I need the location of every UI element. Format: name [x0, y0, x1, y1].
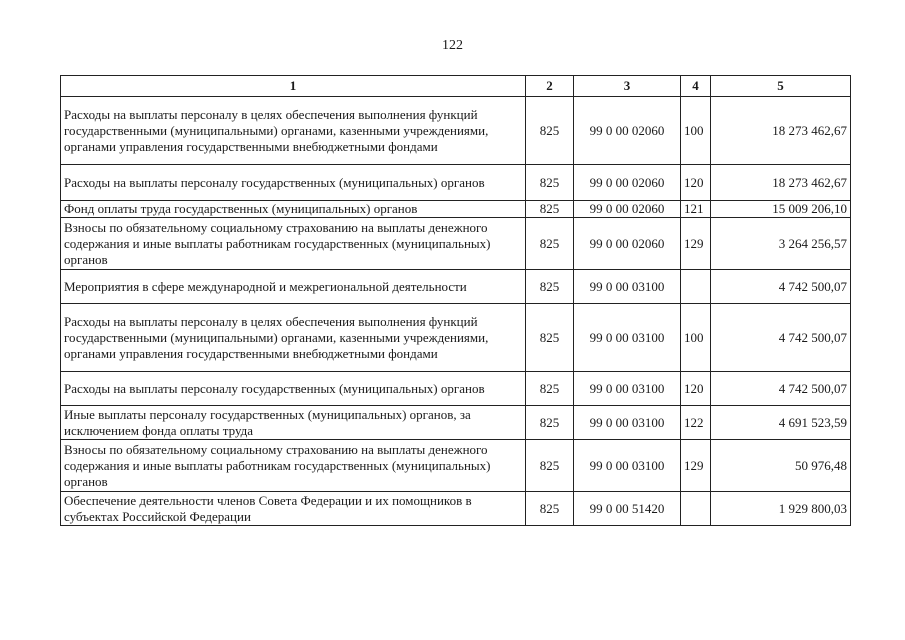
- row-name: Расходы на выплаты персоналу в целях обеспечения выполнения функций государственными (муниципальными) органами, казенными учреждениями, органами управления государственными внебюджетными фондами: [61, 304, 526, 372]
- row-sum: 18 273 462,67: [711, 97, 851, 165]
- row-vr: 120: [681, 372, 711, 406]
- row-csr: 99 0 00 02060: [574, 97, 681, 165]
- row-vr: [681, 270, 711, 304]
- row-sum: 15 009 206,10: [711, 201, 851, 218]
- row-ved: 825: [526, 492, 574, 526]
- page-number: 122: [442, 38, 463, 53]
- row-csr: 99 0 00 03100: [574, 372, 681, 406]
- row-name: Расходы на выплаты персоналу государственных (муниципальных) органов: [61, 165, 526, 201]
- row-sum: 18 273 462,67: [711, 165, 851, 201]
- header-row: [61, 76, 851, 97]
- row-ved: 825: [526, 270, 574, 304]
- row-ved: 825: [526, 406, 574, 440]
- row-ved: 825: [526, 218, 574, 270]
- row-csr: 99 0 00 03100: [574, 406, 681, 440]
- row-sum: 4 691 523,59: [711, 406, 851, 440]
- row-name: Мероприятия в сфере международной и межрегиональной деятельности: [61, 270, 526, 304]
- row-ved: 825: [526, 201, 574, 218]
- row-ved: 825: [526, 440, 574, 492]
- row-name: Обеспечение деятельности членов Совета Федерации и их помощников в субъектах Российской Федерации: [61, 492, 526, 526]
- row-sum: 3 264 256,57: [711, 218, 851, 270]
- row-sum: 4 742 500,07: [711, 372, 851, 406]
- header-col-3: 3: [574, 76, 681, 97]
- row-name: Расходы на выплаты персоналу государственных (муниципальных) органов: [61, 372, 526, 406]
- row-name: Взносы по обязательному социальному страхованию на выплаты денежного содержания и иные выплаты работникам государственных (муниципальных) органов: [61, 218, 526, 270]
- header-col-1: 1: [61, 76, 526, 97]
- row-vr: 120: [681, 165, 711, 201]
- header-col-2: 2: [526, 76, 574, 97]
- header-col-4: 4: [681, 76, 711, 97]
- row-csr: 99 0 00 03100: [574, 304, 681, 372]
- row-ved: 825: [526, 304, 574, 372]
- table-row: [61, 201, 851, 218]
- row-sum: 50 976,48: [711, 440, 851, 492]
- row-csr: 99 0 00 02060: [574, 201, 681, 218]
- row-ved: 825: [526, 97, 574, 165]
- row-vr: 129: [681, 440, 711, 492]
- row-vr: 100: [681, 97, 711, 165]
- row-sum: 4 742 500,07: [711, 304, 851, 372]
- row-vr: 122: [681, 406, 711, 440]
- table-row: [61, 304, 851, 372]
- row-name: Фонд оплаты труда государственных (муниципальных) органов: [61, 201, 526, 218]
- table-row: [61, 492, 851, 526]
- table-body: [61, 97, 851, 526]
- row-csr: 99 0 00 03100: [574, 440, 681, 492]
- budget-table: [60, 75, 851, 526]
- row-vr: 100: [681, 304, 711, 372]
- row-sum: 1 929 800,03: [711, 492, 851, 526]
- table-row: [61, 372, 851, 406]
- row-name: Взносы по обязательному социальному страхованию на выплаты денежного содержания и иные выплаты работникам государственных (муниципальных) органов: [61, 440, 526, 492]
- row-csr: 99 0 00 51420: [574, 492, 681, 526]
- row-csr: 99 0 00 03100: [574, 270, 681, 304]
- row-vr: 121: [681, 201, 711, 218]
- table-row: [61, 270, 851, 304]
- table-row: [61, 440, 851, 492]
- row-csr: 99 0 00 02060: [574, 165, 681, 201]
- row-vr: 129: [681, 218, 711, 270]
- row-csr: 99 0 00 02060: [574, 218, 681, 270]
- table-row: [61, 97, 851, 165]
- row-name: Иные выплаты персоналу государственных (муниципальных) органов, за исключением фонда оплаты труда: [61, 406, 526, 440]
- table-header: [61, 76, 851, 97]
- table-row: [61, 406, 851, 440]
- row-ved: 825: [526, 372, 574, 406]
- table-row: [61, 218, 851, 270]
- table-row: [61, 165, 851, 201]
- row-ved: 825: [526, 165, 574, 201]
- row-vr: [681, 492, 711, 526]
- row-sum: 4 742 500,07: [711, 270, 851, 304]
- row-name: Расходы на выплаты персоналу в целях обеспечения выполнения функций государственными (муниципальными) органами, казенными учреждениями, органами управления государственными внебюджетными фондами: [61, 97, 526, 165]
- header-col-5: 5: [711, 76, 851, 97]
